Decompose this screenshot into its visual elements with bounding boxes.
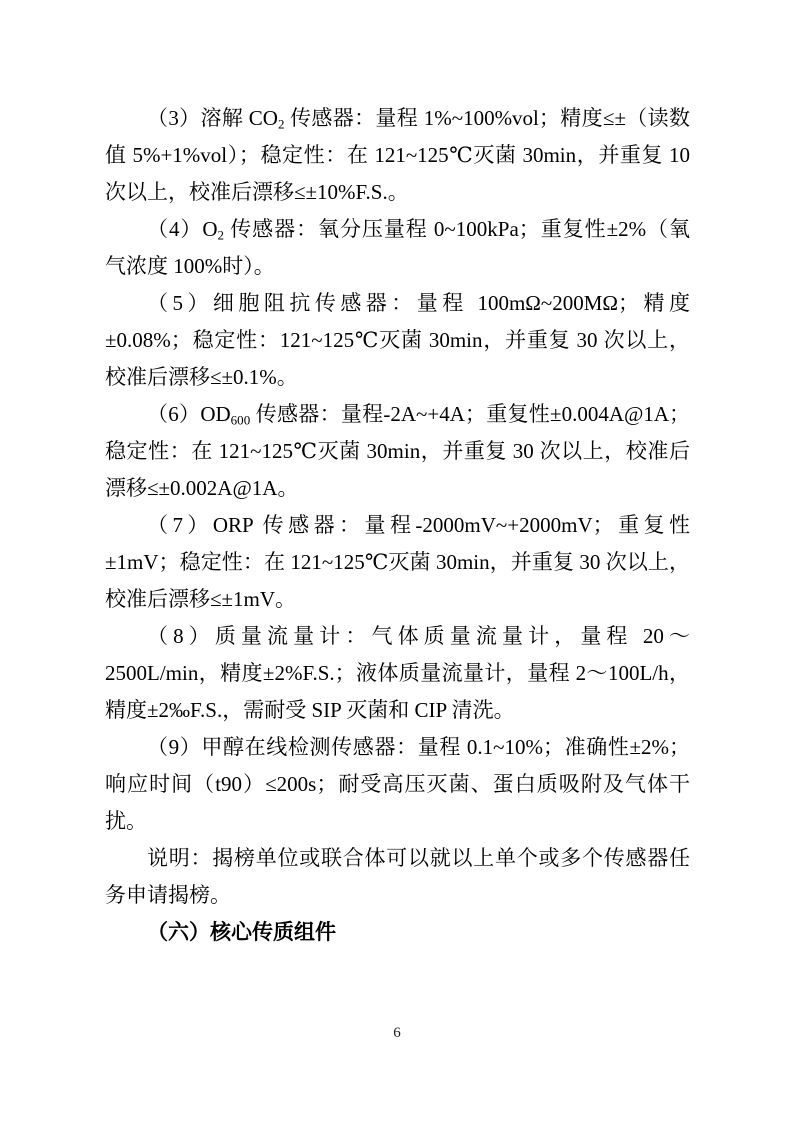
para-item-9-methanol-sensor: （9）甲醇在线检测传感器：量程 0.1~10%；准确性±2%；响应时间（t90）≤200s；耐受高压灭菌、蛋白质吸附及气体干扰。: [105, 735, 690, 833]
document-content: [105, 100, 690, 951]
page-footer: [0, 1024, 794, 1042]
para-item-6-od600-sensor: $(6)OD_{600}$ 传感器：量程-2A~+4A；重复性±0.004A@1A；稳定性：在 121~125℃灭菌 30min，并重复 30 次以上，校准后漂移≤±0.002A@1A。: [105, 402, 690, 500]
para-item-5-cell-impedance-sensor: （5）细胞阻抗传感器：量程 100mΩ~200MΩ；精度±0.08%；稳定性：121~125℃灭菌 30min，并重复 30 次以上，校准后漂移≤±0.1%。: [105, 291, 690, 389]
para-note-application: 说明：揭榜单位或联合体可以就以上单个或多个传感器任务申请揭榜。: [105, 846, 690, 907]
para-item-3-dissolved-co2-sensor: （3）溶解 $CO_2$ 传感器：量程 1%~100%vol；精度≤±（读数值 5%+1%vol）；稳定性：在 121~125℃灭菌 30min，并重复 10 次以上，校准后漂移≤±10%F.S.。: [105, 106, 690, 204]
para-item-4-o2-sensor: $(4)O_2$ 传感器：氧分压量程 0~100kPa；重复性±2%（氧气浓度 100%时）。: [105, 217, 690, 278]
para-item-8-mass-flow-meter: （8）质量流量计：气体质量流量计，量程 20～2500L/min，精度±2%F.S.；液体质量流量计，量程 2～100L/h，精度±2‰F.S.，需耐受 SIP 灭菌和 CIP 清洗。: [105, 624, 690, 722]
para-item-7-orp-sensor: （7）ORP 传感器：量程-2000mV~+2000mV；重复性±1mV；稳定性：在 121~125℃灭菌 30min，并重复 30 次以上，校准后漂移≤±1mV。: [105, 513, 690, 611]
heading-section-6-core-mass-transfer-components: （六）核心传质组件: [147, 920, 336, 944]
page-number: 6: [393, 1025, 401, 1041]
